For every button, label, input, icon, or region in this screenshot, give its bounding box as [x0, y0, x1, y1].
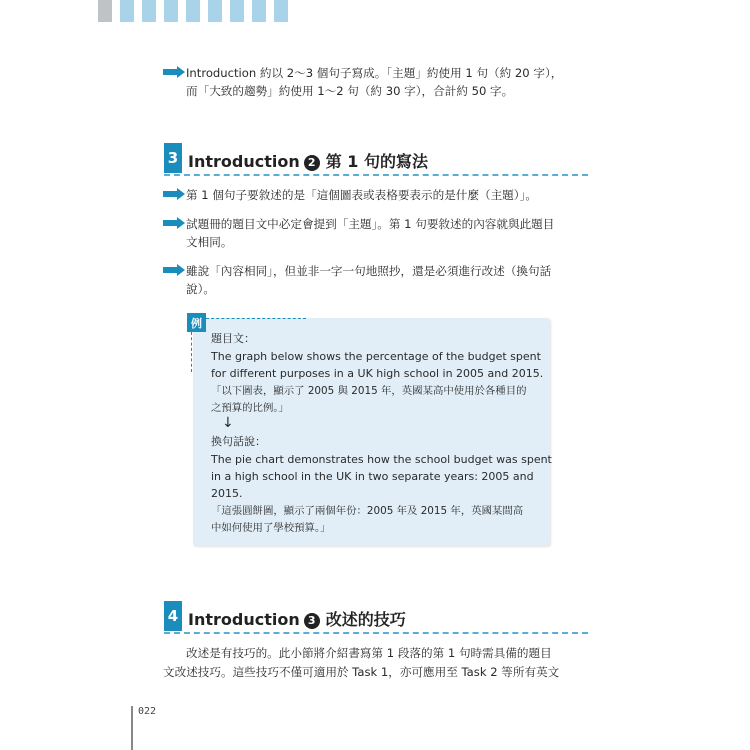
section-number: 3 — [164, 143, 182, 173]
header-tab — [98, 0, 112, 22]
footer-bar — [131, 706, 133, 750]
example-english: for different purposes in a UK high school in 2005 and 2015. — [211, 367, 544, 380]
section-title-en: Introduction — [188, 152, 300, 171]
section-title-en: Introduction — [188, 610, 300, 629]
example-english: in a high school in the UK in two separate years: 2005 and — [211, 470, 534, 483]
section-number: 4 — [164, 601, 182, 631]
bullet-line-2: 而「大致的趨勢」約使用 1～2 句（約 30 字），合計約 50 字。 — [186, 84, 514, 98]
example-label: 題目文： — [211, 332, 255, 345]
dashed-divider — [164, 632, 588, 634]
example-translation: 「以下圖表，顯示了 2005 與 2015 年，英國某高中使用於各種目的 — [211, 385, 527, 397]
section-title-zh: 第 1 句的寫法 — [325, 152, 428, 171]
paragraph-line: 改述是有技巧的。此小節將介紹書寫第 1 段落的第 1 句時需具備的題目 — [186, 646, 552, 660]
header-tab — [274, 0, 288, 22]
bullet-line-1: 試題冊的題目文中必定會提到「主題」。第 1 句要敘述的內容就與此題目 — [186, 217, 555, 231]
section-title-zh: 改述的技巧 — [325, 610, 406, 629]
example-label: 換句話說： — [211, 435, 266, 448]
header-tab — [252, 0, 266, 22]
paragraph-line: 文改述技巧。這些技巧不僅可適用於 Task 1，亦可應用至 Task 2 等所有英文 — [163, 665, 560, 679]
arrow-right-icon — [163, 188, 185, 200]
section-3-bullet — [163, 215, 588, 251]
section-4-paragraph — [163, 644, 588, 682]
example-english: 2015. — [211, 487, 243, 500]
circled-number-icon: 3 — [304, 613, 320, 629]
example-english: The graph below shows the percentage of the budget spent — [211, 350, 541, 363]
example-english: The pie chart demonstrates how the school budget was spent — [211, 453, 552, 466]
page-number: 022 — [138, 706, 157, 717]
header-tab — [142, 0, 156, 22]
bullet-line-1: 第 1 個句子要敘述的是「這個圖表或表格要表示的是什麼（主題）」。 — [186, 188, 537, 202]
example-dashed-line — [206, 318, 306, 319]
example-dashed-line — [191, 332, 192, 372]
section-3-bullet — [163, 186, 588, 204]
intro-bullet — [163, 64, 588, 100]
bullet-line-1: 雖說「內容相同」，但並非一字一句地照抄，還是必須進行改述（換句話 — [186, 264, 552, 278]
arrow-right-icon — [163, 264, 185, 276]
section-title — [188, 149, 428, 172]
header-tab — [186, 0, 200, 22]
example-tag: 例 — [187, 313, 206, 332]
header-tab — [120, 0, 134, 22]
circled-number-icon: 2 — [304, 155, 320, 171]
dashed-divider — [164, 174, 588, 176]
arrow-right-icon — [163, 217, 185, 229]
header-tab — [230, 0, 244, 22]
bullet-line-2: 文相同。 — [186, 235, 233, 249]
section-title — [188, 607, 406, 630]
example-translation: 中如何使用了學校預算。」 — [211, 522, 331, 534]
header-tab-strip — [98, 0, 288, 22]
example-translation: 「這張圓餅圖，顯示了兩個年份：2005 年及 2015 年，英國某間高 — [211, 505, 524, 517]
arrow-right-icon — [163, 66, 185, 78]
header-tab — [208, 0, 222, 22]
bullet-line-2: 說）。 — [186, 282, 215, 296]
example-translation: 之預算的比例。」 — [211, 402, 289, 414]
section-4-heading — [164, 601, 588, 631]
header-tab — [164, 0, 178, 22]
section-3-heading — [164, 143, 588, 173]
bullet-line-1: Introduction 約以 2～3 個句子寫成。「主題」約使用 1 句（約 20 字）， — [186, 66, 563, 80]
section-3-bullet — [163, 262, 588, 298]
arrow-down-icon: ↓ — [222, 415, 234, 431]
